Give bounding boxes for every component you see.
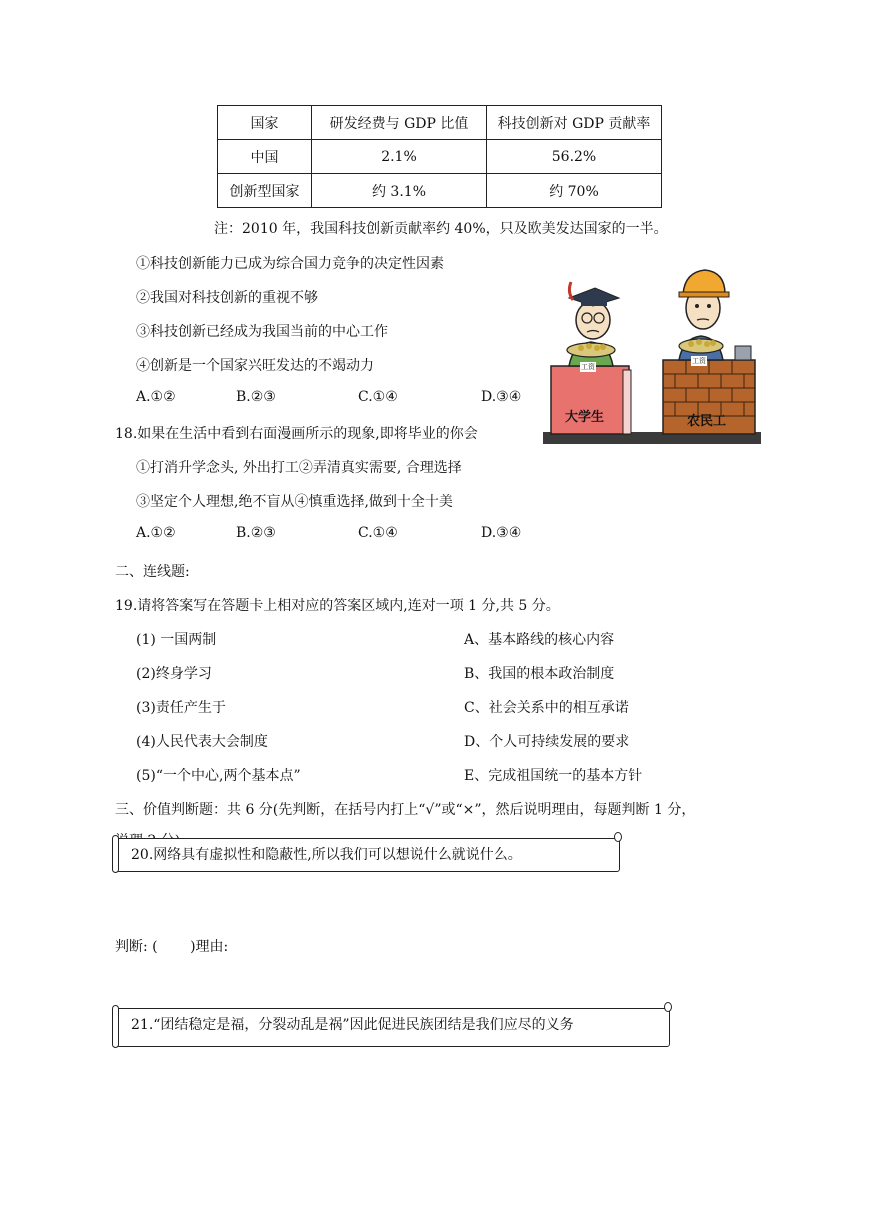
matching-right-item: B、我国的根本政治制度 xyxy=(464,666,615,682)
matching-left-item: (1) 一国两制 xyxy=(136,632,217,648)
table-header-row xyxy=(218,106,662,140)
table-header-cell: 国家 xyxy=(218,106,312,140)
q18-choice-b: B.②③ xyxy=(236,525,276,541)
q20-statement: 20.网络具有虚拟性和隐蔽性,所以我们可以想说什么就说什么。 xyxy=(131,847,522,863)
q18-stem: 18.如果在生活中看到右面漫画所示的现象,即将毕业的你会 xyxy=(115,426,478,442)
cartoon-bowl-label-left: 工资 xyxy=(581,363,595,371)
matching-left-item: (2)终身学习 xyxy=(136,666,212,682)
cartoon-label-student: 大学生 xyxy=(565,410,605,425)
cartoon-illustration xyxy=(543,262,761,444)
table-row xyxy=(218,140,662,174)
matching-left-item: (4)人民代表大会制度 xyxy=(136,734,268,750)
q17-option-4: ④创新是一个国家兴旺发达的不竭动力 xyxy=(136,358,374,374)
cartoon-bowl-label-right: 工资 xyxy=(692,357,706,365)
matching-left-item: (5)“一个中心,两个基本点” xyxy=(136,768,301,784)
q17-choice-c: C.①④ xyxy=(358,389,398,405)
section-3-title: 三、价值判断题：共 6 分(先判断，在括号内打上“√”或“×”，然后说明理由，每题判断 1 分， xyxy=(115,802,696,818)
q17-choice-b: B.②③ xyxy=(236,389,276,405)
table-cell: 约 3.1% xyxy=(312,174,487,208)
q20-scroll-box xyxy=(116,838,620,872)
table-row xyxy=(218,174,662,208)
q18-choice-d: D.③④ xyxy=(481,525,522,541)
table-note: 注：2010 年，我国科技创新贡献率约 40%，只及欧美发达国家的一半。 xyxy=(214,221,668,237)
matching-right-item: A、基本路线的核心内容 xyxy=(464,632,615,648)
q18-choice-c: C.①④ xyxy=(358,525,398,541)
q18-options-line-2: ③坚定个人理想,绝不盲从④慎重选择,做到十全十美 xyxy=(136,494,453,510)
q17-choice-a: A.①② xyxy=(136,389,176,405)
q18-options-line-1: ①打消升学念头, 外出打工②弄清真实需要, 合理选择 xyxy=(136,460,462,476)
q17-option-2: ②我国对科技创新的重视不够 xyxy=(136,290,318,306)
matching-right-item: D、个人可持续发展的要求 xyxy=(464,734,630,750)
judgment-line: 判断: ( )理由: xyxy=(115,939,229,955)
table-header-cell: 科技创新对 GDP 贡献率 xyxy=(487,106,662,140)
q21-statement: 21.“团结稳定是福，分裂动乱是祸”因此促进民族团结是我们应尽的义务 xyxy=(131,1017,574,1033)
table-cell: 创新型国家 xyxy=(218,174,312,208)
data-table xyxy=(217,105,662,208)
section-2-title: 二、连线题: xyxy=(115,564,190,580)
matching-right-item: C、社会关系中的相互承诺 xyxy=(464,700,629,716)
matching-right-item: E、完成祖国统一的基本方针 xyxy=(464,768,643,784)
q18-choice-a: A.①② xyxy=(136,525,176,541)
cartoon-label-worker: 农民工 xyxy=(687,414,727,429)
q17-choice-d: D.③④ xyxy=(481,389,522,405)
q17-option-1: ①科技创新能力已成为综合国力竞争的决定性因素 xyxy=(136,256,444,272)
table-header-cell: 研发经费与 GDP 比值 xyxy=(312,106,487,140)
q17-option-3: ③科技创新已经成为我国当前的中心工作 xyxy=(136,324,388,340)
matching-left-item: (3)责任产生于 xyxy=(136,700,226,716)
q19-stem: 19.请将答案写在答题卡上相对应的答案区域内,连对一项 1 分,共 5 分。 xyxy=(115,598,560,614)
table-cell: 2.1% xyxy=(312,140,487,174)
table-cell: 56.2% xyxy=(487,140,662,174)
table-cell: 约 70% xyxy=(487,174,662,208)
table-cell: 中国 xyxy=(218,140,312,174)
q21-scroll-box xyxy=(116,1008,670,1047)
